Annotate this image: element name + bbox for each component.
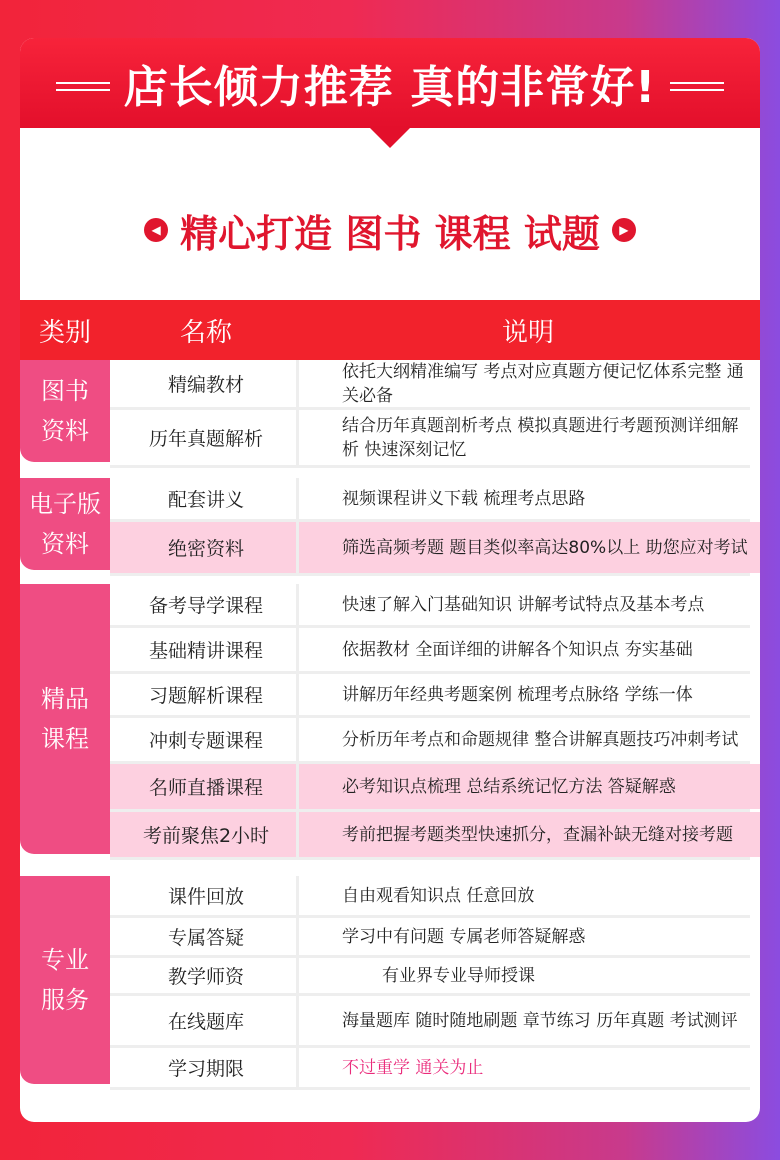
row-description: 分析历年考点和命题规律 整合讲解真题技巧冲刺考试 <box>342 729 739 750</box>
row-description: 依据教材 全面详细的讲解各个知识点 夯实基础 <box>342 639 693 660</box>
row-description: 考前把握考题类型快速抓分，查漏补缺无缝对接考题 <box>342 824 733 845</box>
row-name: 精编教材 <box>167 374 244 396</box>
column-divider <box>296 1048 299 1087</box>
column-divider <box>296 958 299 993</box>
left-dash-decoration <box>56 82 110 84</box>
row-name: 历年真题解析 <box>148 428 263 450</box>
row-divider <box>110 465 750 468</box>
category-cell: 专业 服务 <box>20 876 110 1084</box>
column-divider <box>296 522 299 573</box>
column-divider <box>296 674 299 715</box>
row-name: 学习期限 <box>167 1058 244 1080</box>
banner-notch <box>368 126 412 148</box>
row-name: 配套讲义 <box>167 489 244 511</box>
row-description: 结合历年真题剖析考点 模拟真题进行考题预测详细解析 快速深刻记忆 <box>342 415 739 460</box>
column-divider <box>296 764 299 809</box>
row-name: 名师直播课程 <box>148 777 263 799</box>
right-dash-decoration <box>670 82 724 84</box>
column-divider <box>296 410 299 465</box>
row-description: 有业界专业导师授课 <box>382 965 535 986</box>
column-divider <box>296 718 299 761</box>
column-divider <box>296 996 299 1045</box>
row-description: 视频课程讲义下载 梳理考点思路 <box>342 488 586 509</box>
column-divider <box>296 812 299 857</box>
row-name: 习题解析课程 <box>148 685 263 707</box>
column-divider <box>296 584 299 625</box>
banner-title: 店长倾力推荐 真的非常好! <box>123 62 657 113</box>
table-header <box>20 300 760 360</box>
right-arrow-icon: ▶ <box>612 218 636 242</box>
row-name: 考前聚焦2小时 <box>142 825 270 847</box>
column-divider <box>296 876 299 915</box>
row-description: 必考知识点梳理 总结系统记忆方法 答疑解惑 <box>342 776 676 797</box>
column-divider <box>296 478 299 519</box>
header-description: 说明 <box>501 317 554 348</box>
header-category: 类别 <box>38 317 91 348</box>
row-name: 绝密资料 <box>167 538 244 560</box>
row-name: 专属答疑 <box>167 927 244 949</box>
subtitle: 精心打造 图书 课程 试题 <box>180 211 600 256</box>
row-description: 筛选高频考题 题目类似率高达80%以上 助您应对考试 <box>342 537 748 558</box>
row-divider <box>110 573 750 576</box>
row-name: 备考导学课程 <box>148 595 263 617</box>
row-description: 快速了解入门基础知识 讲解考试特点及基本考点 <box>342 594 705 615</box>
category-cell: 精品 课程 <box>20 584 110 854</box>
category-cell: 图书 资料 <box>20 360 110 462</box>
row-description: 依托大纲精准编写 考点对应真题方便记忆体系完整 通关必备 <box>342 361 744 406</box>
promo-card <box>20 38 760 1122</box>
row-name: 教学师资 <box>167 966 244 988</box>
header-name: 名称 <box>179 317 232 348</box>
row-description: 讲解历年经典考题案例 梳理考点脉络 学练一体 <box>342 684 693 705</box>
banner-title-wrap <box>20 38 760 128</box>
row-name: 在线题库 <box>167 1011 244 1033</box>
row-divider <box>110 857 750 860</box>
row-name: 课件回放 <box>167 886 244 908</box>
column-divider <box>296 918 299 955</box>
category-cell: 电子版 资料 <box>20 478 110 570</box>
row-name: 冲刺专题课程 <box>148 730 263 752</box>
column-divider <box>296 360 299 407</box>
column-divider <box>296 628 299 671</box>
row-description: 海量题库 随时随地刷题 章节练习 历年真题 考试测评 <box>342 1010 738 1031</box>
row-description: 学习中有问题 专属老师答疑解惑 <box>342 926 586 947</box>
row-description: 自由观看知识点 任意回放 <box>342 885 535 906</box>
row-description: 不过重学 通关为止 <box>342 1057 484 1078</box>
row-name: 基础精讲课程 <box>148 640 263 662</box>
row-divider <box>110 1087 750 1090</box>
subtitle-wrap <box>20 198 760 262</box>
left-arrow-icon: ◀ <box>144 218 168 242</box>
